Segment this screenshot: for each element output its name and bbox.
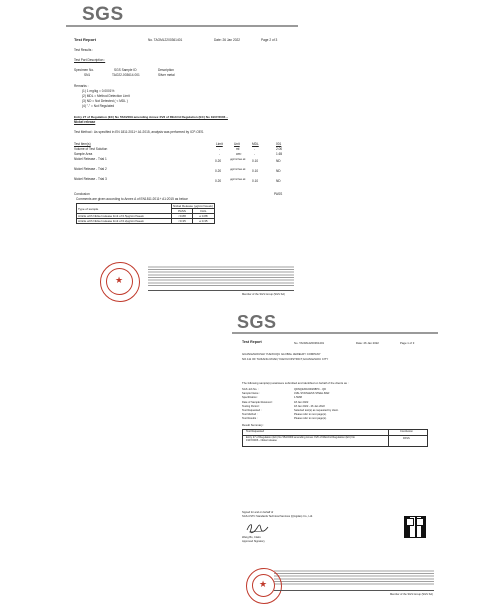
mini-row-1-pass: <0.88	[172, 214, 193, 219]
row-trial1-unit: μg/cm²/we ek	[230, 158, 246, 161]
row-trial2-unit: μg/cm²/we ek	[230, 168, 246, 171]
seal-star-icon: ★	[259, 579, 268, 589]
report-title: Test Report	[242, 340, 262, 344]
field-test-results-value: Please refer to next page(s).	[294, 417, 327, 420]
mini-type-header: Type of sample	[77, 204, 172, 214]
row-area-mdl: -	[254, 152, 256, 156]
field-test-requested-value: Selected test(s) as requested by client.	[294, 409, 339, 412]
entry-heading-line-1: Entry 27 of Regulation (EC) No 552/2009 amending Annex XVII of REACH Regulation (EC) No 1907/2006 –	[74, 115, 228, 119]
remark-2: (2) MDL = Method Detection Limit	[82, 94, 130, 98]
footer-member-text: Member of the SGS Group (SGS SA)	[390, 593, 433, 596]
conclusion-label: Conclusion	[74, 192, 90, 196]
report-number: No. TAOML2200361401	[148, 38, 183, 42]
field-specification-value: 1.5MM	[294, 396, 302, 399]
col-unit: Unit	[234, 142, 240, 146]
page-number: Page 1 of 3	[400, 341, 415, 345]
remark-4: (4) "-" = Not Regulated	[82, 104, 115, 108]
summary-col-divider	[388, 430, 389, 447]
row-volume-mdl: -	[254, 147, 256, 151]
row-volume-value: 2.00	[276, 147, 283, 151]
summary-col-test-requested: Test Requested	[246, 430, 265, 433]
report-date: Date: 26 Jan 2022	[356, 341, 379, 345]
field-specification-label: Specification :	[242, 396, 259, 399]
entry-heading-line-2: Nickel release	[74, 120, 96, 124]
row-trial1-value: ND	[276, 159, 281, 163]
row-area-value: 1.65	[276, 152, 283, 156]
row-trial2-value: ND	[276, 169, 281, 173]
company-name: GUANGZHOUSHI YUEXIUQU GLOBAL JEWELRY COMPANY	[242, 352, 321, 356]
specimen-no: SN1	[84, 73, 91, 77]
row-trial3-value: ND	[276, 179, 281, 183]
test-part-description-label: Test Part Description :	[74, 58, 106, 62]
nickel-release-criteria-table	[76, 203, 215, 224]
seal-star-icon: ★	[115, 275, 124, 285]
legal-fine-print	[274, 570, 434, 586]
col-test-items: Test Item(s)	[74, 142, 91, 146]
logo-divider	[232, 332, 438, 334]
specimen-header-no: Specimen No.	[74, 68, 95, 72]
field-job-no-value: QDNQ2201000268PC - QD	[294, 388, 327, 391]
specimen-sgs-id: TAO22-003614.001	[112, 73, 140, 77]
summary-table	[242, 429, 428, 447]
row-area-item: Sample Area	[74, 152, 93, 156]
test-results-label: Test Results :	[74, 48, 94, 52]
footer-member-text: Member of the SGS Group (SGS SA)	[242, 293, 285, 296]
mini-row-2-pass: <0.35	[172, 219, 193, 224]
report-number: No. TAOML2200361401	[294, 341, 325, 345]
specimen-header-sgsid: SGS Sample ID	[114, 68, 137, 72]
mini-fail-header: FAIL	[192, 209, 214, 214]
footer-divider	[148, 290, 294, 291]
legal-fine-print	[148, 266, 294, 286]
signed-on-behalf: Signed for and on behalf of	[242, 511, 274, 514]
remark-1: (1) 1 mg/kg = 0.0001%	[82, 89, 115, 93]
field-test-method-label: Test Method :	[242, 413, 258, 416]
intro-text: The following sample(s) was/were submitted and identified on behalf of the clients as :	[242, 381, 349, 385]
field-test-requested-label: Test Requested :	[242, 409, 262, 412]
row-volume-limit: -	[219, 147, 221, 151]
row-trial3-unit: μg/cm²/we ek	[230, 178, 246, 181]
report-page-1	[232, 308, 438, 600]
mini-row-1-type: Article with Nickel release limit of 0.5μg/cm²/week	[77, 214, 172, 219]
company-seal	[100, 262, 140, 302]
row-trial1-item: Nickel Release - Trial 1	[74, 157, 107, 161]
row-trial1-mdl: 0.10	[252, 159, 259, 163]
col-sample-001: 001	[276, 142, 282, 146]
row-trial2-mdl: 0.10	[252, 169, 259, 173]
col-mdl: MDL	[252, 142, 259, 146]
logo-divider	[66, 25, 298, 27]
signatory-title: Approved Signatory	[242, 540, 265, 543]
field-sample-name-label: Sample Name :	[242, 392, 260, 395]
col-limit: Limit	[216, 142, 223, 146]
row-trial3-mdl: 0.10	[252, 179, 259, 183]
remarks-title: Remarks :	[74, 84, 89, 88]
mini-pass-header: PASS	[172, 209, 193, 214]
row-trial2-limit: 0.20	[215, 169, 222, 173]
signing-company: SGS-CSTC Standards Technical Services (Qingdao) Co., Ltd.	[242, 515, 313, 518]
row-area-unit: cm²	[236, 152, 242, 156]
row-area-limit: -	[219, 152, 221, 156]
mini-row-2-type: Article with Nickel release limit of 0.2μg/cm²/week	[77, 219, 172, 224]
comments-text: Comments are given according to Annex A of EN1811:2011+ A1:2015 as below:	[76, 197, 189, 201]
conclusion-value: PASS	[274, 192, 283, 196]
specimen-description: Silver metal	[158, 73, 175, 77]
summary-col-conclusion: Conclusion	[400, 430, 413, 433]
row-trial1-limit: 0.20	[215, 159, 222, 163]
sgs-logo: SGS	[82, 4, 124, 25]
footer-divider	[274, 590, 434, 591]
row-volume-item: Volume of Test Solution	[74, 147, 108, 151]
report-date: Date: 26 Jan 2022	[214, 38, 241, 42]
field-job-no-label: SGS Job No. :	[242, 388, 259, 391]
field-date-received-value: 18 Jan 2022	[294, 401, 309, 404]
report-title: Test Report	[74, 37, 96, 42]
field-test-method-value: Please refer to next page(s).	[294, 413, 327, 416]
field-testing-period-label: Testing Period :	[242, 405, 260, 408]
company-seal	[246, 568, 282, 604]
specimen-header-desc: Description	[158, 68, 174, 72]
result-summary-label: Result Summary :	[242, 423, 265, 427]
company-address: NO.111 OF TAIKANG ROAD,YUEXIU DISTRICT,GUANGZHOU CITY	[242, 357, 329, 361]
signatory-name: Wang Bo, Claire	[242, 536, 261, 539]
row-trial3-limit: 0.20	[215, 179, 222, 183]
field-test-results-label: Test Results :	[242, 417, 258, 420]
field-sample-name-value: 316L STAINLESS STEEL BAR	[294, 392, 330, 395]
summary-test-entry: Entry 27 of Regulation (EC) No 552/2009 amending Annex XVII of REACH Regulation (EC) No 1907/2006 - Nickel release	[246, 436, 355, 442]
page-number: Page 2 of 3	[261, 38, 278, 42]
test-method: Test Method : As specified in EN 1811:2011+ A1:2015, analysis was performed by ICP-OES.	[74, 130, 205, 134]
sgs-logo: SGS	[237, 312, 277, 332]
remark-3: (3) ND = Not Detected ( < MDL )	[82, 99, 128, 103]
signature-image	[244, 521, 270, 535]
row-trial3-item: Nickel Release - Trial 3	[74, 177, 107, 181]
verification-qr-code	[404, 516, 426, 538]
mini-col-header: Nickel Release (μg/cm²/week)	[173, 204, 213, 208]
mini-row-1-fail: ≥ 0.88	[192, 214, 214, 219]
field-date-received-label: Date of Sample Received :	[242, 401, 273, 404]
report-page-2	[62, 0, 302, 300]
row-volume-unit: ml	[236, 147, 240, 151]
row-trial2-item: Nickel Release - Trial 2	[74, 167, 107, 171]
mini-row-2-fail: ≥ 0.35	[192, 219, 214, 224]
field-testing-period-value: 18 Jan 2022 - 26 Jan 2022	[294, 405, 325, 408]
summary-conclusion-value: PASS	[403, 437, 410, 440]
